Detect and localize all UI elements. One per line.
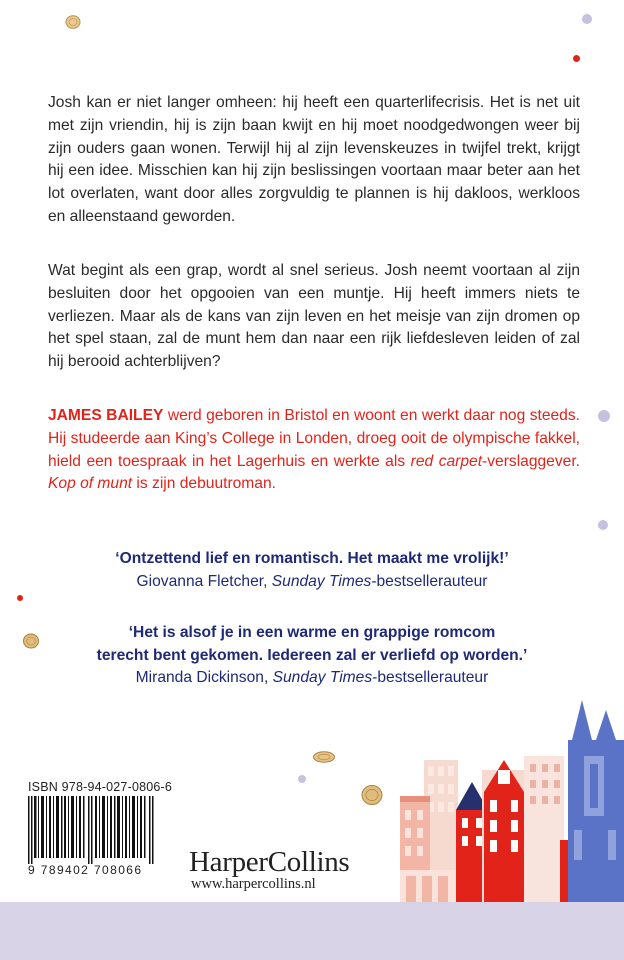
- blurb-paragraph-2: Wat begint als een grap, wordt al snel serieus. Josh neemt voortaan al zijn besluiten door het opgooien van een muntje. Hij heeft immers niets te verliezen. Maar als de kans van zijn leven en het meisje van zijn dromen op het spel staan, zal de munt hem dan naar een rijk liefdesleven leiden of zal hij berooid achterblijven?: [48, 262, 580, 371]
- quote-suffix: -bestsellerauteur: [372, 669, 489, 686]
- quote-source: Sunday Times: [272, 669, 373, 686]
- book-title: Kop of munt: [48, 475, 133, 493]
- coin-icon: [65, 14, 81, 30]
- bottom-band: [0, 902, 624, 960]
- quote-suffix: -bestsellerauteur: [371, 572, 488, 590]
- decorative-dot-red: [573, 55, 580, 62]
- author-bio-text: is zijn debuutroman.: [132, 475, 276, 493]
- review-quote-1: [0, 548, 624, 593]
- quote-author: Miranda Dickinson,: [135, 669, 273, 686]
- quote-text-line-1: ‘Het is alsof je in een warme en grappige romcom: [128, 624, 496, 641]
- publisher-logo: HarperCollins: [189, 846, 350, 878]
- coin-icon: [312, 750, 336, 764]
- decorative-dot-red: [17, 595, 23, 601]
- author-bio-italic-term: red carpet: [410, 452, 483, 470]
- quote-author: Giovanna Fletcher,: [136, 572, 272, 590]
- decorative-dot-lavender: [598, 520, 608, 530]
- author-bio-text: werd geboren in Bristol en woont en werkt daar nog steeds. Hij studeerde aan King’s College in Londen, droeg ooit de olympische fakkel, hield een toespraak in het Lagerhuis en werkte als: [48, 407, 580, 470]
- city-skyline-illustration: [400, 700, 624, 904]
- quote-source: Sunday Times: [271, 572, 372, 590]
- decorative-dot-lavender: [582, 14, 592, 24]
- barcode-digits: 9 789402 708066: [28, 863, 143, 877]
- author-bio: [48, 405, 580, 496]
- author-bio-text: -verslaggever.: [482, 452, 580, 470]
- review-quote-2: [0, 622, 624, 690]
- quote-attribution: [0, 667, 624, 690]
- quote-text-line-2: terecht bent gekomen. Iedereen zal er verliefd op worden.’: [96, 646, 528, 664]
- publisher-website: www.harpercollins.nl: [191, 876, 316, 892]
- decorative-dot-lavender: [598, 410, 610, 422]
- blurb-paragraph-1: Josh kan er niet langer omheen: hij heeft een quarterlifecrisis. Het is net uit met zijn vriendin, hij is zijn baan kwijt en hij moet noodgedwongen weer bij zijn ouders gaan wonen. Terwijl hij al zijn levenskeuzes in twijfel trekt, krijgt hij een idee. Misschien kan hij zijn beslissingen voortaan maar beter aan het lot overlaten, want door alles zorgvuldig te plannen is hij dakloos, werkloos en alleenstaand geworden.: [48, 94, 580, 225]
- decorative-dot-lavender: [298, 775, 306, 783]
- barcode: [28, 796, 156, 864]
- author-name: JAMES BAILEY: [48, 407, 164, 424]
- quote-text: ‘Ontzettend lief en romantisch. Het maakt me vrolijk!’: [115, 550, 509, 567]
- quote-attribution: [0, 571, 624, 594]
- isbn-label: ISBN 978-94-027-0806-6: [28, 780, 173, 794]
- coin-icon: [360, 783, 384, 807]
